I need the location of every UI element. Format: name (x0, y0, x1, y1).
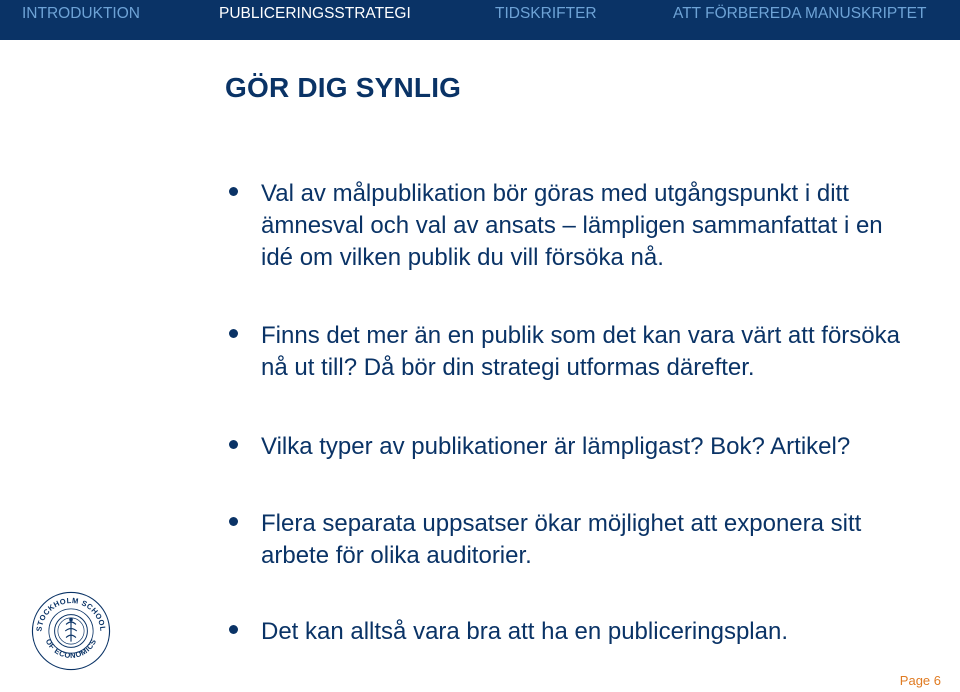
stockholm-school-logo (30, 590, 112, 672)
bullet-text: Val av målpublikation bör göras med utgångspunkt i ditt ämnesval och val av ansats – lämpligen sammanfattat i en idé om vilken publik du vill försöka nå. (261, 180, 883, 271)
bullet-icon (229, 440, 238, 449)
nav-item-publiceringsstrategi[interactable]: PUBLICERINGSSTRATEGI (219, 5, 411, 22)
page-number: Page 6 (899, 673, 941, 688)
bullet-text: Vilka typer av publikationer är lämpligast? Bok? Artikel? (261, 433, 851, 460)
nav-item-tidskrifter[interactable]: TIDSKRIFTER (495, 5, 597, 22)
nav-item-introduktion[interactable]: INTRODUKTION (22, 5, 140, 22)
logo-text-bottom: OF ECONOMICS (43, 637, 99, 661)
bullet-text: Det kan alltså vara bra att ha en publiceringsplan. (261, 618, 788, 645)
bullet-icon (229, 329, 238, 338)
page-title: GÖR DIG SYNLIG (225, 72, 462, 103)
bullet-icon (229, 517, 238, 526)
top-navigation (0, 0, 960, 40)
nav-item-att-forbereda-manuskriptet[interactable]: ATT FÖRBEREDA MANUSKRIPTET (673, 5, 927, 22)
logo-text-top: STOCKHOLM SCHOOL (34, 596, 108, 632)
bullet-text: Flera separata uppsatser ökar möjlighet att exponera sitt arbete för olika auditorier. (261, 510, 862, 569)
bullet-icon (229, 187, 238, 196)
bullet-text: Finns det mer än en publik som det kan vara värt att försöka nå ut till? Då bör din strategi utformas därefter. (261, 322, 900, 381)
bullet-icon (229, 625, 238, 634)
